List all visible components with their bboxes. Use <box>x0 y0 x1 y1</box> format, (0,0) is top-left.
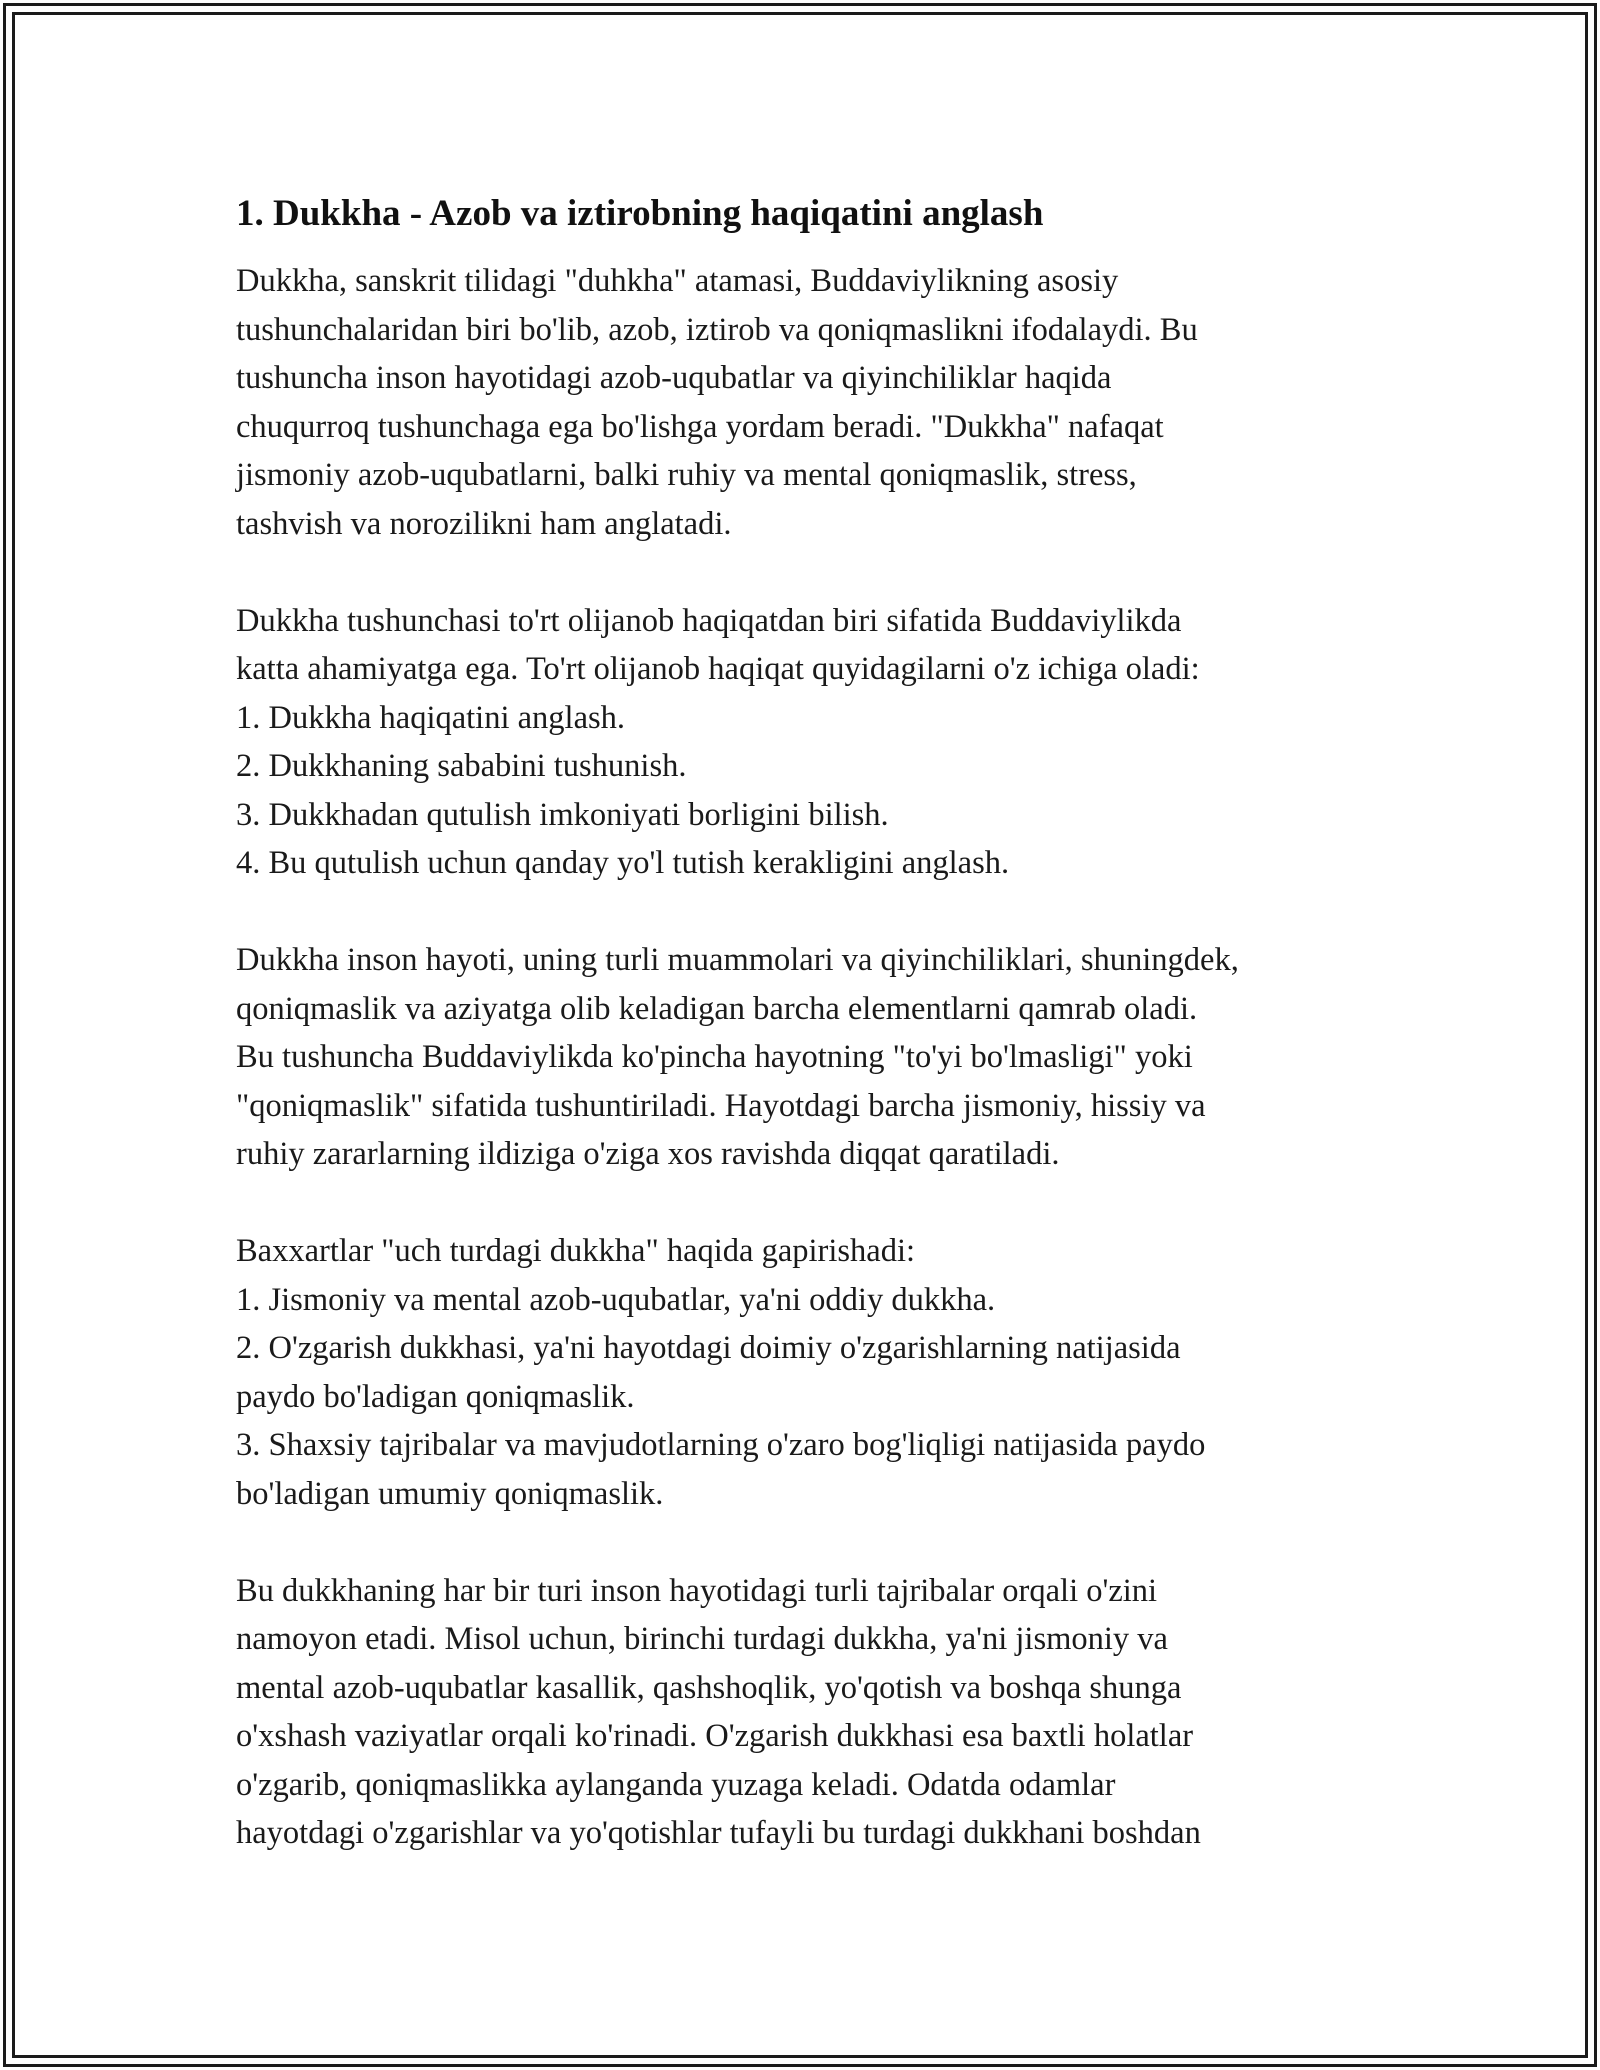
paragraph-four-noble-truths: Dukkha tushunchasi to'rt olijanob haqiqatdan biri sifatida Buddaviylikda katta ahamiyatga ega. To'rt olijanob haqiqat quyidagilarni o'z ichiga oladi: 1. Dukkha haqiqatini anglash. 2. Dukkhaning sababini tushunish. 3. Dukkhadan qutulish imkoniyati borligini bilish. 4. Bu qutulish uchun qanday yo'l tutish kerakligini anglash. <box>236 602 1200 881</box>
paragraph-three-types: Baxxartlar "uch turdagi dukkha" haqida gapirishadi: 1. Jismoniy va mental azob-uqubatlar, ya'ni oddiy dukkha. 2. O'zgarish dukkhasi, ya'ni hayotdagi doimiy o'zgarishlarning natijasida paydo bo'ladigan qoniqmaslik. 3. Shaxsiy tajribalar va mavjudotlarning o'zaro bog'liqligi natijasida paydo bo'ladigan umumiy qoniqmaslik. <box>236 1233 1206 1512</box>
paragraph-dukkha-scope: Dukkha inson hayoti, uning turli muammolari va qiyinchiliklari, shuningdek, qoniqmaslik va aziyatga olib keladigan barcha elementlarni qamrab oladi. Bu tushuncha Buddaviylikda ko'pincha hayotning "to'yi bo'lmasligi" yoki "qoniqmaslik" sifatida tushuntiriladi. Hayotdagi barcha jismoniy, hissiy va ruhiy zararlarning ildiziga o'ziga xos ravishda diqqat qaratiladi. <box>236 942 1239 1172</box>
document-body <box>236 188 1386 1858</box>
section-heading: 1. Dukkha - Azob va iztirobning haqiqatini anglash <box>236 193 1044 234</box>
paragraph-types-explained: Bu dukkhaning har bir turi inson hayotidagi turli tajribalar orqali o'zini namoyon etadi. Misol uchun, birinchi turdagi dukkha, ya'ni jismoniy va mental azob-uqubatlar kasallik, qashshoqlik, yo'qotish va boshqa shunga o'xshash vaziyatlar orqali ko'rinadi. O'zgarish dukkhasi esa baxtli holatlar o'zgarib, qoniqmaslikka aylanganda yuzaga keladi. Odatda odamlar hayotdagi o'zgarishlar va yo'qotishlar tufayli bu turdagi dukkhani boshdan <box>236 1572 1201 1851</box>
paragraph-dukkha-definition: Dukkha, sanskrit tilidagi "duhkha" atamasi, Buddaviylikning asosiy tushunchalaridan biri bo'lib, azob, iztirob va qoniqmaslikni ifodalaydi. Bu tushuncha inson hayotidagi azob-uqubatlar va qiyinchiliklar haqida chuqurroq tushunchaga ega bo'lishga yordam beradi. "Dukkha" nafaqat jismoniy azob-uqubatlarni, balki ruhiy va mental qoniqmaslik, stress, tashvish va norozilikni ham anglatadi. <box>236 263 1198 542</box>
